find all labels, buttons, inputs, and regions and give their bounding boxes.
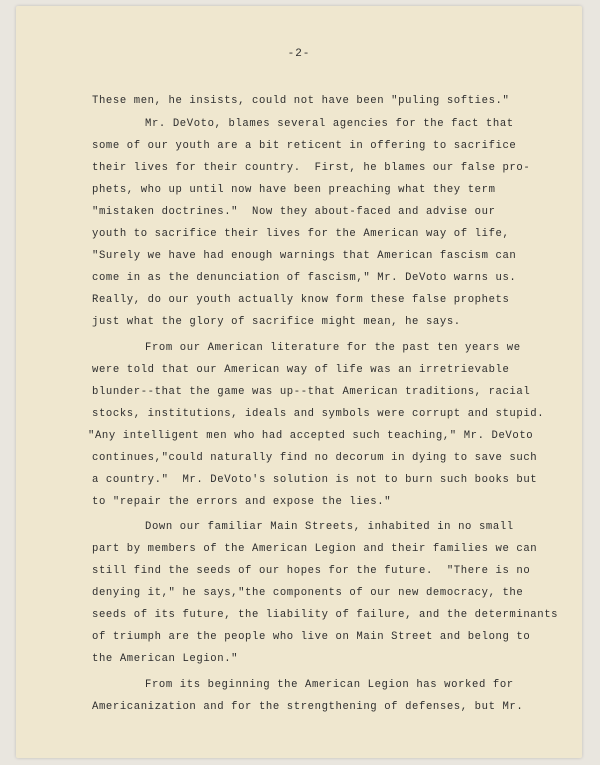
text-line: were told that our American way of life was an irretrievable: [92, 364, 510, 376]
text-line: denying it," he says,"the components of our new democracy, the: [92, 587, 524, 599]
text-line: phets, who up until now have been preaching what they term: [92, 184, 496, 196]
text-line: to "repair the errors and expose the lies.": [92, 496, 392, 508]
text-line: From its beginning the American Legion has worked for: [145, 679, 514, 691]
text-line: stocks, institutions, ideals and symbols were corrupt and stupid.: [92, 408, 545, 420]
text-line: still find the seeds of our hopes for the future. "There is no: [92, 565, 531, 577]
text-line: Americanization and for the strengthening of defenses, but Mr.: [92, 701, 524, 713]
text-line: part by members of the American Legion and their families we can: [92, 543, 538, 555]
text-line: Mr. DeVoto, blames several agencies for the fact that: [145, 118, 514, 130]
document-page: [16, 6, 582, 758]
text-line: continues,"could naturally find no decorum in dying to save such: [92, 452, 538, 464]
text-line: seeds of its future, the liability of failure, and the determinants: [92, 609, 559, 621]
text-line: "Any intelligent men who had accepted such teaching," Mr. DeVoto: [88, 430, 534, 442]
text-line: "Surely we have had enough warnings that American fascism can: [92, 250, 517, 262]
text-line: come in as the denunciation of fascism," Mr. DeVoto warns us.: [92, 272, 517, 284]
text-line: blunder--that the game was up--that American traditions, racial: [92, 386, 531, 398]
text-line: youth to sacrifice their lives for the American way of life,: [92, 228, 510, 240]
text-line: a country." Mr. DeVoto's solution is not to burn such books but: [92, 474, 538, 486]
text-line: their lives for their country. First, he blames our false pro-: [92, 162, 531, 174]
text-line: some of our youth are a bit reticent in offering to sacrifice: [92, 140, 517, 152]
text-line: just what the glory of sacrifice might mean, he says.: [92, 316, 461, 328]
text-line: From our American literature for the past ten years we: [145, 342, 521, 354]
text-line: "mistaken doctrines." Now they about-faced and advise our: [92, 206, 496, 218]
text-line: These men, he insists, could not have been "puling softies.": [92, 95, 510, 107]
text-line: Down our familiar Main Streets, inhabited in no small: [145, 521, 514, 533]
text-line: the American Legion.": [92, 653, 239, 665]
page-number: -2-: [287, 48, 311, 60]
text-line: of triumph are the people who live on Main Street and belong to: [92, 631, 531, 643]
text-line: Really, do our youth actually know form these false prophets: [92, 294, 510, 306]
